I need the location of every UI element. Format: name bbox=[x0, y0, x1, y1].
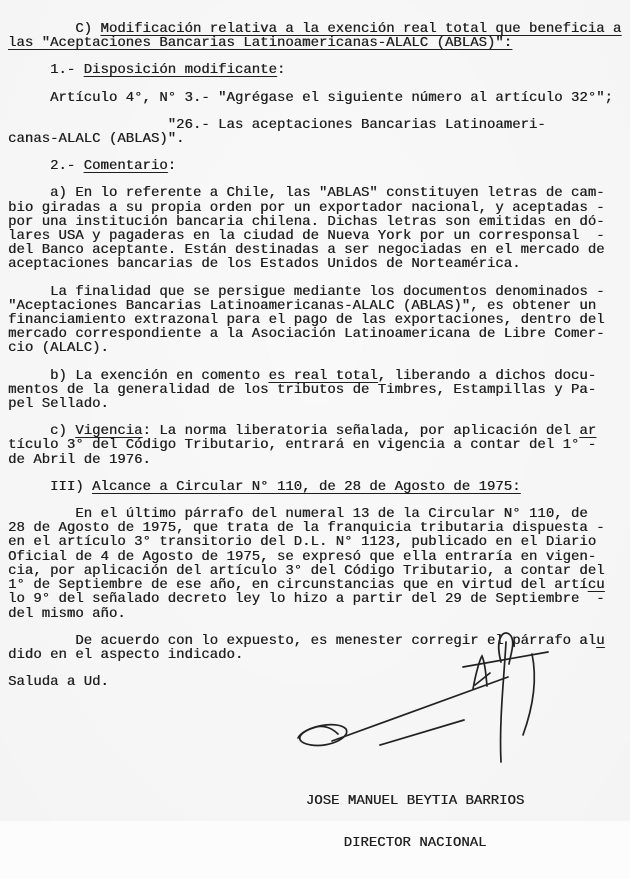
signatory-title: DIRECTOR NACIONAL bbox=[343, 835, 487, 851]
document-line: financiamiento extrazonal para el pago de las exportaciones, dentro del bbox=[8, 312, 605, 329]
signatory-name: JOSE MANUEL BEYTIA BARRIOS bbox=[305, 793, 525, 809]
document-line: 1° de Septiembre de ese año, en circunstancias que en virtud del artícu bbox=[8, 577, 605, 594]
paragraph bbox=[8, 507, 630, 621]
document-line: de Abril de 1976. bbox=[8, 451, 151, 468]
document-line: a) En lo referente a Chile, las "ABLAS" constituyen letras de cam- bbox=[8, 185, 605, 202]
paragraph bbox=[8, 285, 630, 356]
document-line: c) Vigencia: La norma liberatoria señalada, por aplicación del ar bbox=[8, 423, 597, 440]
document-line: del Banco aceptante. Están destinadas a ser negociadas en el mercado de bbox=[8, 242, 605, 259]
paragraph bbox=[8, 118, 630, 146]
document-line: De acuerdo con lo expuesto, es menester corregir el párrafo alu bbox=[8, 632, 605, 649]
paragraph bbox=[8, 424, 630, 467]
document-line: aceptaciones bancarias de los Estados Unidos de Norteamérica. bbox=[8, 256, 521, 273]
signature-strokes bbox=[280, 626, 572, 768]
document-line: III) Alcance a Circular N° 110, de 28 de Agosto de 1975: bbox=[8, 478, 521, 495]
document-line: dido en el aspecto indicado. bbox=[8, 646, 244, 663]
document-line: C) Modificación relativa a la exención real total que beneficia a bbox=[8, 21, 622, 37]
paragraph bbox=[8, 22, 630, 50]
closing-salutation: Saluda a Ud. bbox=[8, 674, 109, 691]
signature bbox=[280, 626, 572, 768]
document-line: En el último párrafo del numeral 13 de la Circular N° 110, de bbox=[8, 506, 588, 523]
document-line: La finalidad que se persigue mediante los documentos denominados - bbox=[8, 283, 605, 300]
document-line: 28 de Agosto de 1975, que trata de la franquicia tributaria dispuesta - bbox=[8, 520, 605, 537]
document-line: en el artículo 3° transitorio del D.L. N° 1123, publicado en el Diario bbox=[8, 534, 597, 551]
document-line: 1.- Disposición modificante: bbox=[8, 62, 286, 79]
document-line: lares USA y pagaderas en la ciudad de Nueva York por un corresponsal - bbox=[8, 228, 605, 245]
paragraph bbox=[8, 186, 630, 271]
document-line: pel Sellado. bbox=[8, 396, 109, 413]
document-line: Oficial de 4 de Agosto de 1975, se expresó que ella entraría en vigen- bbox=[8, 548, 597, 565]
document-line: 2.- Comentario: bbox=[8, 158, 177, 175]
document-line: b) La exención en comento es real total, liberando a dichos docu- bbox=[8, 367, 597, 384]
document-line: mentos de la generalidad de los tributos de Timbres, Estampillas y Pa- bbox=[8, 381, 597, 398]
document-line: tículo 3° del Código Tributario, entrará en vigencia a contar del 1° - bbox=[8, 437, 597, 454]
document-line: Artículo 4°, N° 3.- "Agrégase el siguiente número al artículo 32°"; bbox=[8, 89, 613, 106]
paragraph bbox=[8, 159, 630, 173]
paragraph bbox=[8, 480, 630, 494]
document-line: "26.- Las aceptaciones Bancarias Latinoameri- bbox=[8, 116, 546, 133]
document-line: bio giradas a su propia orden por un exportador nacional, y aceptadas - bbox=[8, 199, 605, 216]
document-line: cio (ALALC). bbox=[8, 340, 109, 357]
paragraph bbox=[8, 91, 630, 105]
paragraph bbox=[8, 63, 630, 77]
document-line: lo 9° del señalado decreto ley lo hizo a partir del 29 de Septiembre - bbox=[8, 591, 605, 608]
document-line: por una institución bancaria chilena. Dichas letras son emitidas en dó- bbox=[8, 213, 605, 230]
document-line: del mismo año. bbox=[8, 605, 126, 622]
document-line: las "Aceptaciones Bancarias Latinoamericanas-ALALC (ABLAS)": bbox=[8, 35, 513, 52]
document-line: cia, por aplicación del artículo 3° del Código Tributario, a contar del bbox=[8, 562, 605, 579]
document-line: mercado correspondiente a la Asociación Latinoamericana de Libre Comer- bbox=[8, 326, 605, 343]
document-line: canas-ALALC (ABLAS)". bbox=[8, 131, 185, 148]
paragraph bbox=[8, 369, 630, 412]
document-line: "Aceptaciones Bancarias Latinoamericanas-ALALC (ABLAS)", es obtener un bbox=[8, 297, 597, 314]
